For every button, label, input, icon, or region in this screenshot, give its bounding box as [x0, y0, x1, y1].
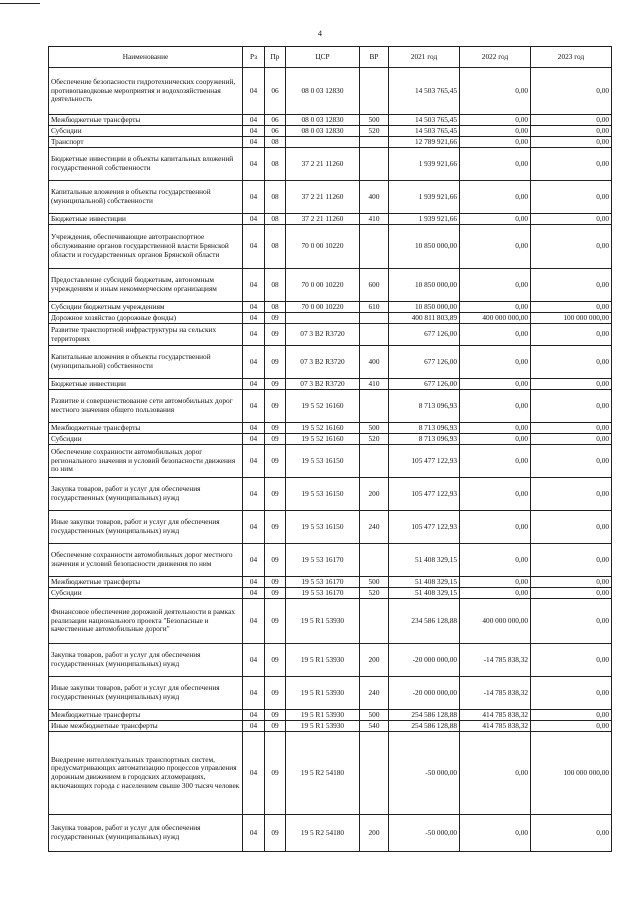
cell-2022: 0,00	[460, 137, 531, 148]
cell-2021: 14 503 765,45	[389, 68, 460, 115]
cell-name: Предоставление субсидий бюджетным, автономным учреждениям и иным некоммерческим организациям	[49, 269, 243, 302]
cell-csr: 19 5 53 16170	[286, 544, 360, 577]
cell-csr: 19 5 52 16160	[286, 423, 360, 434]
cell-2023: 0,00	[531, 511, 612, 544]
cell-csr: 37 2 21 11260	[286, 181, 360, 214]
table-row	[49, 434, 612, 445]
cell-vr	[360, 324, 389, 346]
cell-csr: 19 5 R1 53930	[286, 710, 360, 721]
cell-csr: 19 5 R1 53930	[286, 599, 360, 644]
cell-vr: 240	[360, 511, 389, 544]
cell-2023: 0,00	[531, 346, 612, 379]
cell-vr	[360, 544, 389, 577]
table-row	[49, 181, 612, 214]
cell-2021: 8 713 096,93	[389, 390, 460, 423]
cell-name: Субсидии	[49, 126, 243, 137]
cell-name: Иные межбюджетные трансферты	[49, 721, 243, 732]
cell-csr: 19 5 R2 54180	[286, 815, 360, 852]
cell-2023: 0,00	[531, 423, 612, 434]
cell-rz: 04	[243, 710, 265, 721]
cell-name: Капитальные вложения в объекты государственной (муниципальной) собственности	[49, 346, 243, 379]
table-row	[49, 225, 612, 269]
table-row	[49, 478, 612, 511]
cell-csr: 08 0 03 12830	[286, 126, 360, 137]
cell-2021: 677 126,00	[389, 379, 460, 390]
cell-2023: 0,00	[531, 445, 612, 478]
table-row	[49, 732, 612, 815]
cell-rz: 04	[243, 577, 265, 588]
cell-2023: 0,00	[531, 225, 612, 269]
cell-name: Финансовое обеспечение дорожной деятельности в рамках реализации национального проекта "Безопасные и качественные автомобильные дороги"	[49, 599, 243, 644]
table-row	[49, 324, 612, 346]
cell-rz: 04	[243, 148, 265, 181]
cell-2022: 0,00	[460, 732, 531, 815]
cell-2022: 0,00	[460, 423, 531, 434]
cell-2023: 0,00	[531, 181, 612, 214]
cell-pr: 08	[265, 269, 286, 302]
cell-2022: 0,00	[460, 511, 531, 544]
cell-2021: 12 789 921,66	[389, 137, 460, 148]
cell-csr: 19 5 53 16150	[286, 445, 360, 478]
cell-rz: 04	[243, 225, 265, 269]
cell-csr: 19 5 53 16170	[286, 577, 360, 588]
cell-2023: 100 000 000,00	[531, 732, 612, 815]
cell-2021: -50 000,00	[389, 815, 460, 852]
cell-2021: 1 939 921,66	[389, 181, 460, 214]
cell-csr: 07 3 В2 R3720	[286, 346, 360, 379]
cell-2022: 0,00	[460, 434, 531, 445]
cell-csr: 70 0 00 10220	[286, 269, 360, 302]
cell-csr: 07 3 В2 R3720	[286, 324, 360, 346]
cell-vr	[360, 599, 389, 644]
cell-name: Учреждения, обеспечивающие автотранспортное обслуживание органов государственной власти Брянской области и государственных органов Брянской области	[49, 225, 243, 269]
cell-2023: 0,00	[531, 721, 612, 732]
cell-2021: 234 586 128,88	[389, 599, 460, 644]
cell-2021: 105 477 122,93	[389, 511, 460, 544]
cell-2023: 0,00	[531, 710, 612, 721]
cell-2023: 0,00	[531, 544, 612, 577]
cell-csr: 08 0 03 12830	[286, 115, 360, 126]
cell-csr	[286, 137, 360, 148]
cell-name: Обеспечение сохранности автомобильных дорог регионального значения и условий безопасности движения по ним	[49, 445, 243, 478]
cell-pr: 09	[265, 324, 286, 346]
cell-rz: 04	[243, 269, 265, 302]
table-row	[49, 137, 612, 148]
cell-pr: 09	[265, 677, 286, 710]
cell-2021: 14 503 765,45	[389, 115, 460, 126]
cell-2023: 0,00	[531, 126, 612, 137]
cell-vr: 600	[360, 269, 389, 302]
cell-2022: 0,00	[460, 68, 531, 115]
cell-2023: 0,00	[531, 324, 612, 346]
cell-2022: 0,00	[460, 148, 531, 181]
cell-name: Обеспечение безопасности гидротехнических сооружений, противопаводковые мероприятия и водохозяйственная деятельность	[49, 68, 243, 115]
table-row	[49, 379, 612, 390]
cell-2023: 0,00	[531, 379, 612, 390]
cell-name: Межбюджетные трансферты	[49, 115, 243, 126]
cell-csr	[286, 313, 360, 324]
cell-csr: 70 0 00 10220	[286, 225, 360, 269]
cell-vr: 540	[360, 721, 389, 732]
cell-2023: 0,00	[531, 214, 612, 225]
cell-vr	[360, 445, 389, 478]
cell-pr: 09	[265, 710, 286, 721]
cell-pr: 09	[265, 732, 286, 815]
cell-2022: 0,00	[460, 346, 531, 379]
cell-pr: 09	[265, 379, 286, 390]
cell-pr: 09	[265, 346, 286, 379]
cell-name: Межбюджетные трансферты	[49, 710, 243, 721]
table-row	[49, 269, 612, 302]
cell-name: Закупка товаров, работ и услуг для обеспечения государственных (муниципальных) нужд	[49, 815, 243, 852]
cell-vr: 520	[360, 126, 389, 137]
table-row	[49, 721, 612, 732]
cell-csr: 19 5 R2 54180	[286, 732, 360, 815]
cell-2022: 0,00	[460, 302, 531, 313]
cell-rz: 04	[243, 544, 265, 577]
table-row	[49, 511, 612, 544]
cell-rz: 04	[243, 721, 265, 732]
cell-2022: 0,00	[460, 214, 531, 225]
cell-rz: 04	[243, 379, 265, 390]
table-row	[49, 544, 612, 577]
cell-2023: 0,00	[531, 478, 612, 511]
cell-pr: 09	[265, 644, 286, 677]
cell-rz: 04	[243, 434, 265, 445]
cell-pr: 06	[265, 126, 286, 137]
table-row	[49, 313, 612, 324]
cell-pr: 08	[265, 214, 286, 225]
cell-name: Капитальные вложения в объекты государственной (муниципальной) собственности	[49, 181, 243, 214]
cell-csr: 19 5 52 16160	[286, 390, 360, 423]
cell-rz: 04	[243, 445, 265, 478]
cell-csr: 37 2 21 11260	[286, 148, 360, 181]
cell-rz: 04	[243, 346, 265, 379]
cell-pr: 09	[265, 313, 286, 324]
cell-2021: 8 713 096,93	[389, 423, 460, 434]
col-pr-header: Пр	[265, 47, 286, 68]
cell-vr	[360, 68, 389, 115]
table-row	[49, 677, 612, 710]
cell-2021: 14 503 765,45	[389, 126, 460, 137]
cell-name: Дорожное хозяйство (дорожные фонды)	[49, 313, 243, 324]
cell-vr: 520	[360, 434, 389, 445]
cell-vr: 500	[360, 710, 389, 721]
cell-2022: 0,00	[460, 544, 531, 577]
cell-name: Субсидии бюджетным учреждениям	[49, 302, 243, 313]
cell-2022: -14 785 838,32	[460, 644, 531, 677]
cell-vr: 200	[360, 478, 389, 511]
cell-2021: 51 408 329,15	[389, 577, 460, 588]
cell-vr: 520	[360, 588, 389, 599]
cell-vr: 400	[360, 346, 389, 379]
cell-2022: 0,00	[460, 115, 531, 126]
cell-vr: 500	[360, 577, 389, 588]
table-row	[49, 115, 612, 126]
cell-name: Бюджетные инвестиции	[49, 379, 243, 390]
cell-vr: 410	[360, 214, 389, 225]
cell-pr: 08	[265, 181, 286, 214]
cell-pr: 09	[265, 390, 286, 423]
cell-2023: 0,00	[531, 588, 612, 599]
cell-2021: 1 939 921,66	[389, 148, 460, 181]
top-rule	[0, 3, 40, 4]
cell-pr: 08	[265, 302, 286, 313]
cell-pr: 08	[265, 137, 286, 148]
cell-vr: 200	[360, 644, 389, 677]
cell-rz: 04	[243, 126, 265, 137]
cell-2022: 0,00	[460, 181, 531, 214]
cell-name: Развитие транспортной инфраструктуры на сельских территориях	[49, 324, 243, 346]
cell-vr: 500	[360, 115, 389, 126]
table-row	[49, 126, 612, 137]
cell-2022: 400 000 000,00	[460, 599, 531, 644]
cell-name: Иные закупки товаров, работ и услуг для обеспечения государственных (муниципальных) нужд	[49, 677, 243, 710]
cell-pr: 09	[265, 588, 286, 599]
cell-name: Развитие и совершенствование сети автомобильных дорог местного значения общего пользования	[49, 390, 243, 423]
cell-2022: 0,00	[460, 445, 531, 478]
cell-2023: 0,00	[531, 644, 612, 677]
cell-2022: 0,00	[460, 478, 531, 511]
table-row	[49, 346, 612, 379]
cell-2023: 0,00	[531, 137, 612, 148]
cell-name: Межбюджетные трансферты	[49, 577, 243, 588]
cell-2022: -14 785 838,32	[460, 677, 531, 710]
cell-rz: 04	[243, 181, 265, 214]
cell-2022: 0,00	[460, 225, 531, 269]
cell-pr: 09	[265, 815, 286, 852]
cell-2022: 0,00	[460, 588, 531, 599]
cell-rz: 04	[243, 599, 265, 644]
cell-2023: 0,00	[531, 434, 612, 445]
cell-rz: 04	[243, 815, 265, 852]
cell-2021: 105 477 122,93	[389, 478, 460, 511]
cell-csr: 19 5 52 16160	[286, 434, 360, 445]
cell-rz: 04	[243, 313, 265, 324]
table-body	[49, 68, 612, 852]
cell-name: Закупка товаров, работ и услуг для обеспечения государственных (муниципальных) нужд	[49, 478, 243, 511]
cell-2021: 8 713 096,93	[389, 434, 460, 445]
col-name-header: Наименование	[49, 47, 243, 68]
cell-vr	[360, 148, 389, 181]
cell-2021: 10 850 000,00	[389, 269, 460, 302]
cell-csr: 37 2 21 11260	[286, 214, 360, 225]
cell-2023: 0,00	[531, 599, 612, 644]
cell-2021: 1 939 921,66	[389, 214, 460, 225]
cell-pr: 09	[265, 434, 286, 445]
table-row	[49, 599, 612, 644]
cell-pr: 08	[265, 225, 286, 269]
cell-rz: 04	[243, 423, 265, 434]
cell-vr	[360, 732, 389, 815]
cell-2023: 0,00	[531, 677, 612, 710]
table-row	[49, 423, 612, 434]
cell-pr: 09	[265, 478, 286, 511]
cell-csr: 19 5 53 16170	[286, 588, 360, 599]
cell-2023: 100 000 000,00	[531, 313, 612, 324]
cell-2023: 0,00	[531, 269, 612, 302]
cell-name: Закупка товаров, работ и услуг для обеспечения государственных (муниципальных) нужд	[49, 644, 243, 677]
table-row	[49, 68, 612, 115]
cell-csr: 19 5 R1 53930	[286, 644, 360, 677]
cell-csr: 70 0 00 10220	[286, 302, 360, 313]
table-row	[49, 214, 612, 225]
cell-pr: 08	[265, 148, 286, 181]
cell-2021: 51 408 329,15	[389, 544, 460, 577]
cell-2023: 0,00	[531, 390, 612, 423]
cell-csr: 08 0 03 12830	[286, 68, 360, 115]
cell-rz: 04	[243, 302, 265, 313]
cell-vr	[360, 390, 389, 423]
cell-name: Межбюджетные трансферты	[49, 423, 243, 434]
cell-vr: 610	[360, 302, 389, 313]
cell-csr: 19 5 R1 53930	[286, 677, 360, 710]
table-row	[49, 390, 612, 423]
cell-rz: 04	[243, 137, 265, 148]
cell-2022: 0,00	[460, 815, 531, 852]
cell-2021: 10 850 000,00	[389, 225, 460, 269]
col-2022-header: 2022 год	[460, 47, 531, 68]
cell-name: Субсидии	[49, 588, 243, 599]
cell-rz: 04	[243, 588, 265, 599]
cell-2021: 10 850 000,00	[389, 302, 460, 313]
cell-csr: 19 5 53 16150	[286, 511, 360, 544]
cell-2021: 254 586 128,88	[389, 710, 460, 721]
col-rz-header: Рз	[243, 47, 265, 68]
table-header-row	[49, 47, 612, 68]
cell-rz: 04	[243, 644, 265, 677]
col-2023-header: 2023 год	[531, 47, 612, 68]
cell-vr: 240	[360, 677, 389, 710]
table-row	[49, 644, 612, 677]
budget-table	[48, 46, 612, 852]
table-row	[49, 445, 612, 478]
cell-2023: 0,00	[531, 148, 612, 181]
table-row	[49, 148, 612, 181]
cell-2021: 105 477 122,93	[389, 445, 460, 478]
cell-2021: -50 000,00	[389, 732, 460, 815]
cell-2022: 414 785 838,32	[460, 721, 531, 732]
cell-2022: 0,00	[460, 126, 531, 137]
col-2021-header: 2021 год	[389, 47, 460, 68]
cell-pr: 09	[265, 721, 286, 732]
cell-name: Обеспечение сохранности автомобильных дорог местного значения и условий безопасности движения по ним	[49, 544, 243, 577]
cell-2023: 0,00	[531, 302, 612, 313]
cell-2023: 0,00	[531, 68, 612, 115]
cell-name: Иные закупки товаров, работ и услуг для обеспечения государственных (муниципальных) нужд	[49, 511, 243, 544]
cell-vr: 400	[360, 181, 389, 214]
cell-name: Бюджетные инвестиции	[49, 214, 243, 225]
col-csr-header: ЦСР	[286, 47, 360, 68]
cell-rz: 04	[243, 478, 265, 511]
cell-pr: 09	[265, 423, 286, 434]
cell-vr	[360, 137, 389, 148]
table-row	[49, 710, 612, 721]
cell-2022: 0,00	[460, 324, 531, 346]
cell-2021: 677 126,00	[389, 324, 460, 346]
table-row	[49, 577, 612, 588]
cell-pr: 09	[265, 599, 286, 644]
cell-2022: 414 785 838,32	[460, 710, 531, 721]
cell-name: Бюджетные инвестиции в объекты капитальных вложений государственной собственности	[49, 148, 243, 181]
cell-rz: 04	[243, 390, 265, 423]
cell-vr: 200	[360, 815, 389, 852]
cell-2023: 0,00	[531, 577, 612, 588]
cell-name: Субсидии	[49, 434, 243, 445]
cell-2021: -20 000 000,00	[389, 644, 460, 677]
cell-vr: 410	[360, 379, 389, 390]
cell-csr: 07 3 В2 R3720	[286, 379, 360, 390]
cell-2022: 0,00	[460, 269, 531, 302]
cell-name: Внедрение интеллектуальных транспортных систем, предусматривающих автоматизацию процессов управления дорожным движением в городских агломерациях, включающих города с населением свыше 300 тысяч человек	[49, 732, 243, 815]
cell-pr: 09	[265, 445, 286, 478]
cell-csr: 19 5 53 16150	[286, 478, 360, 511]
cell-2023: 0,00	[531, 815, 612, 852]
table-row	[49, 815, 612, 852]
cell-rz: 04	[243, 324, 265, 346]
cell-csr: 19 5 R1 53930	[286, 721, 360, 732]
cell-2021: 677 126,00	[389, 346, 460, 379]
cell-name: Транспорт	[49, 137, 243, 148]
page-number: 4	[318, 29, 322, 38]
cell-2022: 0,00	[460, 390, 531, 423]
cell-vr: 500	[360, 423, 389, 434]
cell-pr: 09	[265, 544, 286, 577]
cell-pr: 09	[265, 577, 286, 588]
cell-2021: -20 000 000,00	[389, 677, 460, 710]
cell-2021: 254 586 128,88	[389, 721, 460, 732]
cell-rz: 04	[243, 677, 265, 710]
cell-2022: 400 000 000,00	[460, 313, 531, 324]
cell-vr	[360, 313, 389, 324]
table-row	[49, 588, 612, 599]
cell-rz: 04	[243, 732, 265, 815]
cell-rz: 04	[243, 68, 265, 115]
cell-rz: 04	[243, 511, 265, 544]
cell-2021: 400 811 803,89	[389, 313, 460, 324]
cell-pr: 09	[265, 511, 286, 544]
cell-rz: 04	[243, 115, 265, 126]
table-row	[49, 302, 612, 313]
cell-2021: 51 408 329,15	[389, 588, 460, 599]
cell-2022: 0,00	[460, 577, 531, 588]
cell-2022: 0,00	[460, 379, 531, 390]
cell-pr: 06	[265, 115, 286, 126]
cell-rz: 04	[243, 214, 265, 225]
cell-vr	[360, 225, 389, 269]
cell-pr: 06	[265, 68, 286, 115]
cell-2023: 0,00	[531, 115, 612, 126]
col-vr-header: ВР	[360, 47, 389, 68]
